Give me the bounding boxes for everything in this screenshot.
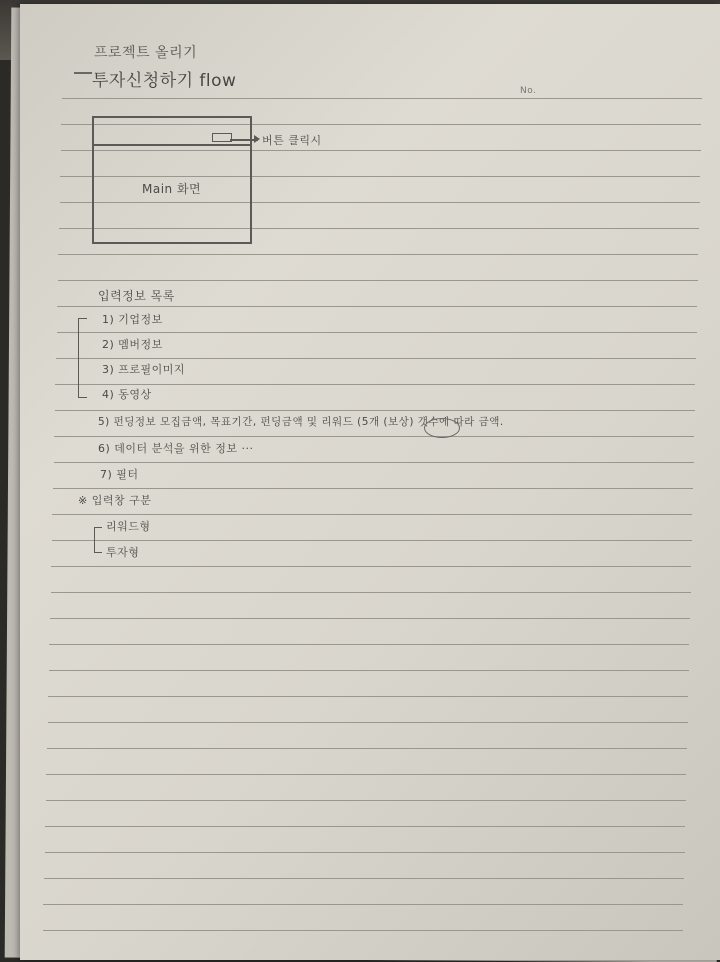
ruled-line [46, 774, 686, 775]
ruled-line [50, 618, 690, 619]
ruled-line [51, 566, 691, 567]
wireframe-main-label: Main 화면 [142, 182, 202, 196]
ruled-line [56, 358, 696, 359]
ruled-line [49, 644, 689, 645]
ruled-line [43, 904, 683, 905]
arrow-icon [230, 139, 258, 141]
ruled-line [53, 488, 693, 489]
input-type-heading: ※ 입력창 구분 [78, 494, 152, 507]
wireframe-sketch [92, 116, 252, 244]
ruled-line [62, 98, 702, 99]
ruled-line [49, 670, 689, 671]
page-subtitle: 프로젝트 올리기 [94, 45, 198, 61]
wireframe-button [212, 133, 232, 142]
ruled-line [52, 540, 692, 541]
ruled-line [58, 254, 698, 255]
ruled-line [44, 878, 684, 879]
type-bracket [94, 527, 102, 553]
circled-note [424, 418, 460, 438]
ruled-line [57, 306, 697, 307]
list-item: 5) 펀딩정보 모집금액, 목표기간, 펀딩금액 및 리워드 (5개 (보상) 갯수에 따라 금액. [98, 416, 504, 428]
ruled-line [46, 800, 686, 801]
list-item: 리워드형 [106, 520, 151, 533]
list-item: 3) 프로필이미지 [102, 363, 186, 376]
list-item: 2) 멤버정보 [102, 338, 163, 351]
ruled-line [43, 930, 683, 931]
group-bracket [78, 318, 87, 398]
list-item: 7) 필터 [100, 468, 139, 481]
list-item: 1) 기업정보 [102, 313, 163, 326]
input-list-heading: 입력정보 목록 [98, 289, 175, 303]
notebook-page [20, 4, 720, 960]
ruled-line [54, 436, 694, 437]
ruled-line [55, 410, 695, 411]
ruled-line [48, 696, 688, 697]
list-item: 4) 동영상 [102, 388, 152, 401]
list-item: 투자형 [106, 546, 140, 559]
ruled-line [48, 722, 688, 723]
ruled-line [57, 332, 697, 333]
ruled-line [47, 748, 687, 749]
ruled-line [52, 514, 692, 515]
wireframe-header-divider [94, 144, 250, 146]
ruled-line [45, 852, 685, 853]
page-number-label: No. [520, 86, 537, 96]
ruled-line [55, 384, 695, 385]
list-item: 6) 데이터 분석을 위한 정보 ··· [98, 442, 254, 455]
ruled-line [58, 280, 698, 281]
ruled-line [45, 826, 685, 827]
page-title: 투자신청하기 flow [92, 71, 237, 91]
ruled-line [51, 592, 691, 593]
button-click-note: 버튼 클릭시 [262, 134, 322, 147]
ruled-line [54, 462, 694, 463]
title-mark [74, 72, 92, 74]
